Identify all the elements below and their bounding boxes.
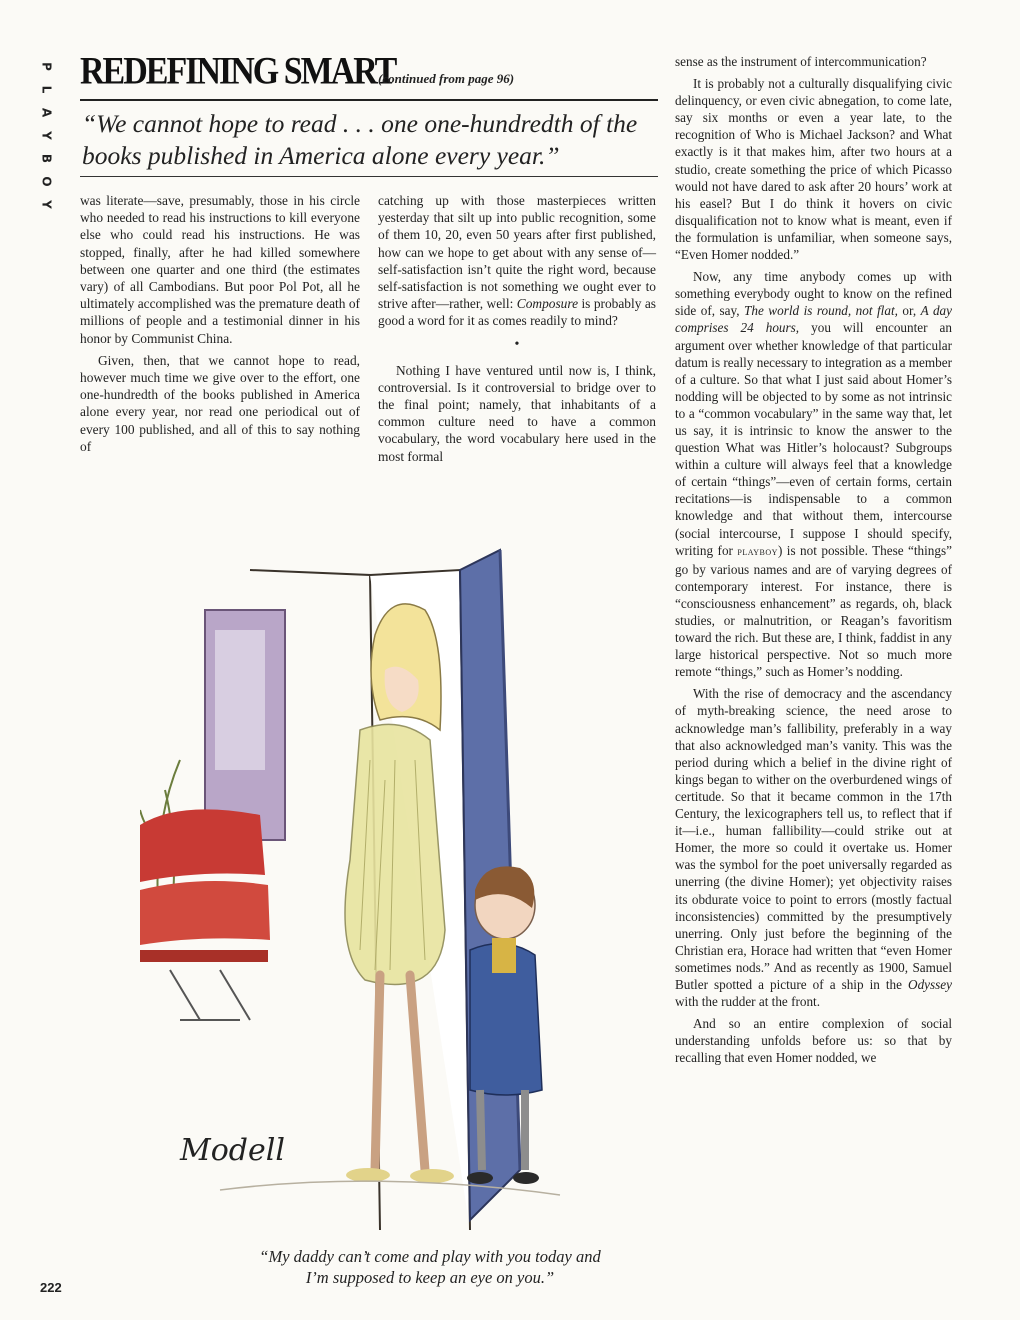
- body-column-2: [378, 192, 656, 465]
- paragraph: Now, any time anybody comes up with something everybody ought to know on the refined side of, say, The world is round, not flat, or, A day comprises 24 hours, you will encounter an argument over whether knowledge of that particular datum is really necessary to integration as a member of a culture. So that what I just said about Homer’s nodding will be objected to by some as not intrinsic to a “common vocabulary” in the same way that, let us say, it is intrinsic to know the answer to the question What was Hitler’s holocaust? Subgroups within a culture will always feel that a knowledge of certain “things”—even of certain forms, certain recitations—is indispensable to a common knowledge and that without them, intercourse (social intercourse, I suppose I should specify, writing for PLAYBOY) is not possible. These “things” go by various names and are of varying degrees of contemporary interest. For instance, there is “consciousness enhancement” as regards, oh, black studies, or malnutrition, or Reagan’s favoritism toward the rich. But these are, I think, faddist in any large historical perspective. Not so much more remote “things,” such as Homer’s nodding.: [675, 269, 953, 680]
- article-title: REDEFINING SMART: [80, 50, 396, 93]
- cartoon-caption: “My daddy can’t come and play with you today and I’m supposed to keep an eye on you.”: [259, 1247, 601, 1287]
- babysitter-figure: [345, 604, 454, 1183]
- paragraph: sense as the instrument of intercommunication?: [675, 54, 927, 69]
- red-sofa: [140, 809, 270, 1020]
- paragraph: Nothing I have ventured until now is, I think, controversial. Is it controversial to bridge over to the final point; namely, that inhabitants of a common culture need to have a common vocabulary, the word vocabulary here used in the most formal: [378, 362, 656, 464]
- pull-quote: “We cannot hope to read . . . one one-hundredth of the books published in America alone every year.”: [82, 109, 638, 170]
- title-rule: [80, 99, 658, 101]
- paragraph: Given, then, that we cannot hope to read, however much time we give over to the effort, one one-hundredth of the books published in America alone every year, nor read one periodical out of every 100 published, and all of this to say nothing of: [80, 352, 360, 454]
- page-number: 222: [40, 1280, 62, 1295]
- paragraph: It is probably not a culturally disqualifying civic delinquency, or even civic abnegation, to come late, say six months or even a year late, to the recognition of Who is Michael Jackson? and What exactly is it that makes him, after two hours at a studio, create something the price of which Picasso would not have dared to ask after 20 hours’ work at his easel? But I do think it hovers on civic disqualification not to know what is meant, even if the formulation is unfamiliar, when someone says, “Even Homer nodded.”: [675, 76, 952, 263]
- artist-signature: Modell: [180, 1133, 285, 1168]
- paragraph: With the rise of democracy and the ascendancy of myth-breaking science, the need arose to acknowledge man’s fallibility, preferably in a way that also acknowledged man’s vanity. This was the period during which a belief in the divine right of kings began to wither on the overburdened wings of certitude. So that it became common in the 17th Century, the lexicographers tell us, to reflect that if it—i.e., human fallibility—could strike out at Homer, the more so could it overtake us. Homer was the symbol for the poet universally regarded as unerring (the divine Homer); yet objectivity raises its obdurate voice to point to errors (mostly factual inconsistencies) committed by the presumptively unerring. Only just before the beginning of the Christian era, Horace had written that “even Homer sometimes nods.” And as recently as 1900, Samuel Butler spotted a picture of a ship in the Odyssey with the rudder at the front.: [675, 686, 952, 1010]
- section-separator: •: [514, 336, 520, 352]
- continued-note: (continued from page 96): [378, 71, 515, 86]
- paragraph: was literate—save, presumably, those in his circle who needed to read his instructions to kill everyone else who could read his instructions. He was stopped, finally, after he had killed somewhere between one quarter and one third (the estimates vary) of all Cambodians. But poor Pol Pot, all he ultimately accomplished was the premature death of millions of people and a testimonial dinner in his honor by Communist China.: [80, 193, 360, 346]
- cartoon-illustration: [140, 530, 660, 1230]
- paragraph: And so an entire complexion of social understanding unfolds before us: so that by recalling that even Homer nodded, we: [675, 1016, 952, 1066]
- paragraph: catching up with those masterpieces written yesterday that silt up into public recognition, some of them 10, 20, even 50 years after first published, how can we hope to get about with any sense of—self-satisfaction isn’t quite the right word, because self-satisfaction is not something we ought ever to strive after—rather, well: Composure is probably as good a word for it as comes readily to mind?: [378, 193, 657, 329]
- body-column-1: [80, 192, 360, 455]
- vertical-masthead: P L A Y B O Y: [39, 62, 54, 209]
- pull-quote-rule: [80, 176, 658, 177]
- body-column-3: [675, 53, 952, 1066]
